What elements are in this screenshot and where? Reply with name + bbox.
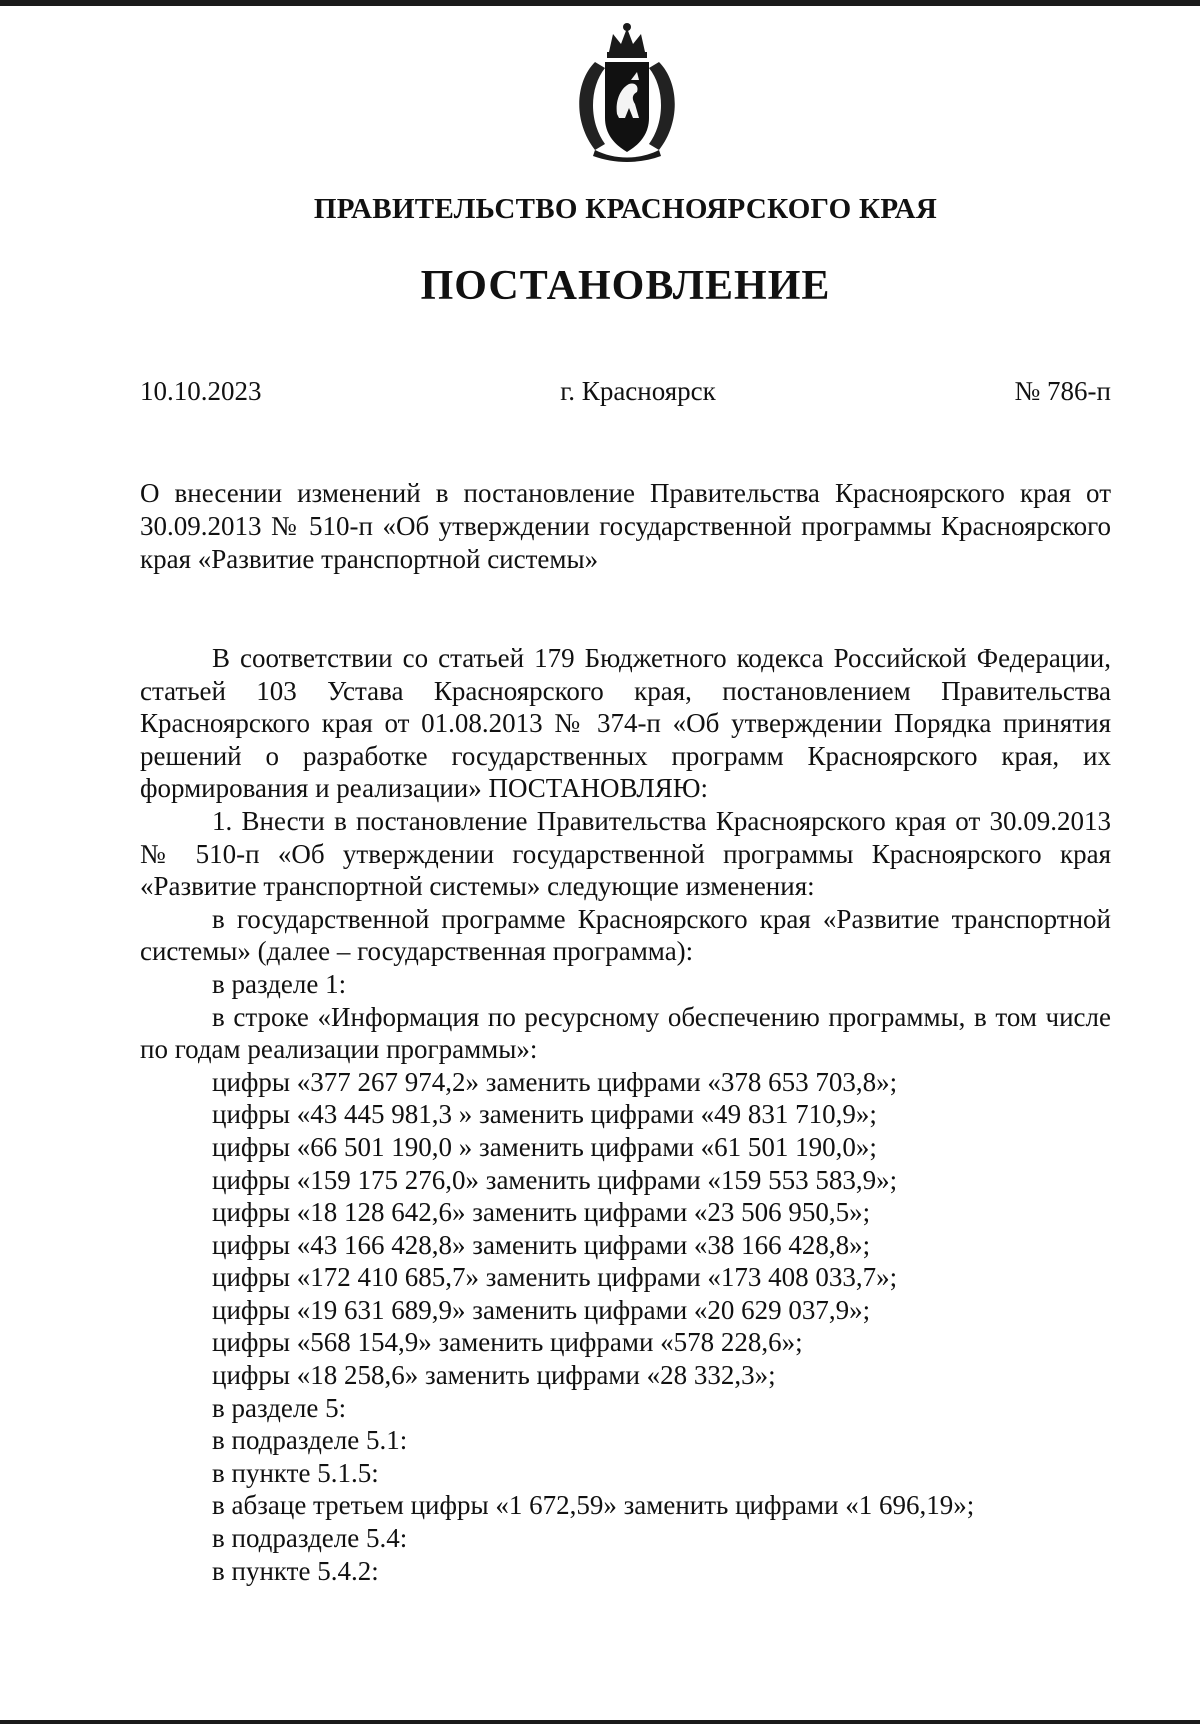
replacement-line: цифры «66 501 190,0 » заменить цифрами «61 501 190,0»; <box>212 1131 877 1162</box>
replacement-line: цифры «19 631 689,9» заменить цифрами «20 629 037,9»; <box>212 1294 871 1325</box>
document-date: 10.10.2023 <box>140 376 262 406</box>
organization-title: ПРАВИТЕЛЬСТВО КРАСНОЯРСКОГО КРАЯ <box>313 193 938 225</box>
replacement-line: цифры «18 258,6» заменить цифрами «28 332,3»; <box>212 1360 776 1391</box>
document-title: О внесении изменений в постановление Правительства Красноярского края от 30.09.2013 № 510-п «Об утверждении государственной программы Красноярского края «Развитие транспортной системы» <box>140 478 1111 574</box>
replacement-line: цифры «159 175 276,0» заменить цифрами «159 553 583,9»; <box>212 1164 898 1195</box>
document-meta-row <box>140 376 1111 407</box>
section-5-line: в разделе 5: <box>212 1392 347 1423</box>
program-intro-paragraph: в государственной программе Красноярского края «Развитие транспортной системы» (далее – государственная программа): <box>140 903 1111 967</box>
scan-bottom-edge <box>0 1720 1200 1724</box>
replacement-line: цифры «172 410 685,7» заменить цифрами «173 408 033,7»; <box>212 1262 898 1293</box>
replacement-line: цифры «568 154,9» заменить цифрами «578 228,6»; <box>212 1327 803 1358</box>
preamble-paragraph: В соответствии со статьей 179 Бюджетного кодекса Российской Федерации, статьей 103 Устава Красноярского края, постановлением Правительства Красноярского края от 01.08.2013 № 374-п «Об утверждении Порядка принятия решений о разработке государственных программ Красноярского края, их формирования и реализации» ПОСТАНОВЛЯЮ: <box>140 643 1111 804</box>
document-type-heading: ПОСТАНОВЛЕНИЕ <box>420 263 831 309</box>
replacement-line: цифры «43 166 428,8» заменить цифрами «38 166 428,8»; <box>212 1229 871 1260</box>
point-5-1-5-line: в пункте 5.1.5: <box>212 1457 379 1488</box>
paragraph-3-replacement-line: в абзаце третьем цифры «1 672,59» заменить цифрами «1 696,19»; <box>212 1490 975 1521</box>
coat-of-arms-emblem <box>565 22 689 164</box>
section-1-line: в разделе 1: <box>212 968 347 999</box>
replacement-line: цифры «18 128 642,6» заменить цифрами «23 506 950,5»; <box>212 1197 871 1228</box>
subsection-5-4-line: в подразделе 5.4: <box>212 1523 408 1554</box>
document-city: г. Красноярск <box>560 376 716 406</box>
point-5-4-2-line: в пункте 5.4.2: <box>212 1555 379 1586</box>
document-page <box>140 0 1111 1724</box>
document-body <box>140 642 1111 1587</box>
replacement-line: цифры «377 267 974,2» заменить цифрами «378 653 703,8»; <box>212 1066 898 1097</box>
document-number: № 786-п <box>1014 376 1111 406</box>
replacement-line: цифры «43 445 981,3 » заменить цифрами «49 831 710,9»; <box>212 1099 877 1130</box>
subsection-5-1-line: в подразделе 5.1: <box>212 1425 408 1456</box>
resource-row-intro: в строке «Информация по ресурсному обеспечению программы, в том числе по годам реализации программы»: <box>140 1001 1111 1065</box>
point-1-paragraph: 1. Внести в постановление Правительства Красноярского края от 30.09.2013 № 510-п «Об утверждении государственной программы Красноярского края «Развитие транспортной системы» следующие изменения: <box>140 805 1111 902</box>
